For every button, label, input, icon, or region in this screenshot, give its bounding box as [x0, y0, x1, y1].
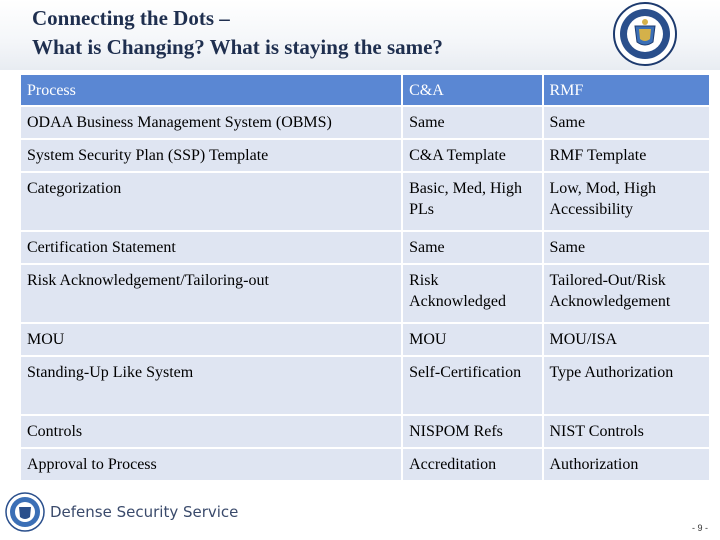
cell-ca: Same: [403, 107, 541, 138]
table-row: [21, 324, 709, 355]
table-row: [21, 232, 709, 263]
dss-seal-icon: [5, 492, 45, 532]
table-row: [21, 265, 709, 322]
cell-rmf: Low, Mod, High Accessibility: [544, 173, 710, 230]
header-process: Process: [21, 75, 401, 105]
cell-rmf: RMF Template: [544, 140, 710, 171]
header-rmf: RMF: [544, 75, 710, 105]
cell-rmf: MOU/ISA: [544, 324, 710, 355]
cell-rmf: Same: [544, 232, 710, 263]
cell-rmf: Authorization: [544, 449, 710, 480]
footer-org-name: Defense Security Service: [50, 503, 239, 521]
cell-process: ODAA Business Management System (OBMS): [21, 107, 401, 138]
comparison-table: [19, 73, 711, 482]
comparison-table-container: [19, 73, 711, 482]
table-header-row: [21, 75, 709, 105]
cell-rmf: Type Authorization: [544, 357, 710, 414]
cell-process: Certification Statement: [21, 232, 401, 263]
cell-ca: Risk Acknowledged: [403, 265, 541, 322]
cell-process: System Security Plan (SSP) Template: [21, 140, 401, 171]
department-seal-icon: [613, 2, 677, 66]
cell-process: Risk Acknowledgement/Tailoring-out: [21, 265, 401, 322]
cell-ca: Same: [403, 232, 541, 263]
page-number: - 9 -: [691, 523, 708, 533]
cell-ca: Basic, Med, High PLs: [403, 173, 541, 230]
cell-rmf: NIST Controls: [544, 416, 710, 447]
cell-process: Controls: [21, 416, 401, 447]
cell-process: Categorization: [21, 173, 401, 230]
table-row: [21, 107, 709, 138]
slide-header: [0, 0, 720, 70]
table-row: [21, 173, 709, 230]
title-line-2: What is Changing? What is staying the same?: [32, 35, 443, 59]
table-row: [21, 357, 709, 414]
cell-rmf: Tailored-Out/Risk Acknowledgement: [544, 265, 710, 322]
cell-ca: Self-Certification: [403, 357, 541, 414]
cell-ca: NISPOM Refs: [403, 416, 541, 447]
cell-process: MOU: [21, 324, 401, 355]
slide-title: [32, 4, 443, 62]
cell-ca: C&A Template: [403, 140, 541, 171]
header-ca: C&A: [403, 75, 541, 105]
title-line-1: Connecting the Dots –: [32, 6, 230, 30]
cell-process: Standing-Up Like System: [21, 357, 401, 414]
cell-rmf: Same: [544, 107, 710, 138]
table-row: [21, 140, 709, 171]
cell-process: Approval to Process: [21, 449, 401, 480]
table-row: [21, 449, 709, 480]
table-row: [21, 416, 709, 447]
cell-ca: Accreditation: [403, 449, 541, 480]
cell-ca: MOU: [403, 324, 541, 355]
